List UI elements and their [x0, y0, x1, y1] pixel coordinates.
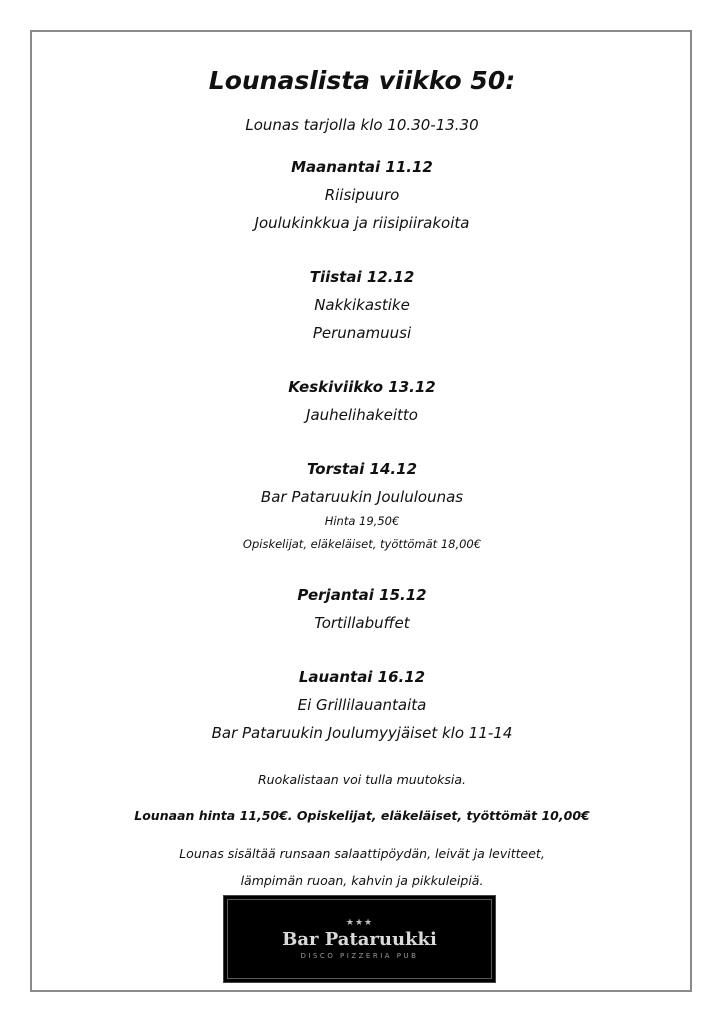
- menu-item: Tortillabuffet: [314, 614, 410, 632]
- day-heading-thursday: Torstai 14.12: [306, 460, 418, 478]
- menu-item: Joulukinkkua ja riisipiirakoita: [254, 214, 470, 232]
- day-heading-wednesday: Keskiviikko 13.12: [288, 378, 436, 396]
- menu-item: Bar Pataruukin Joulumyyjäiset klo 11-14: [211, 724, 513, 742]
- thursday-price: Hinta 19,50€: [324, 514, 400, 528]
- lunch-includes-line-2: lämpimän ruoan, kahvin ja pikkuleipiä.: [240, 873, 484, 888]
- bar-pataruukki-logo: [223, 895, 496, 983]
- day-heading-friday: Perjantai 15.12: [297, 586, 427, 604]
- lunch-includes-line-1: Lounas sisältää runsaan salaattipöydän, leivät ja levitteet,: [179, 846, 545, 861]
- serving-hours: Lounas tarjolla klo 10.30-13.30: [245, 116, 479, 134]
- logo-name: Bar Pataruukki: [282, 929, 437, 950]
- menu-item: Riisipuuro: [324, 186, 400, 204]
- page-title: Lounaslista viikko 50:: [208, 66, 516, 95]
- menu-item: Nakkikastike: [314, 296, 410, 314]
- menu-item: Ei Grillilauantaita: [297, 696, 427, 714]
- lunch-price: Lounaan hinta 11,50€. Opiskelijat, eläkeläiset, työttömät 10,00€: [134, 808, 590, 823]
- menu-item: Bar Pataruukin Joululounas: [260, 488, 464, 506]
- menu-item: Jauhelihakeitto: [306, 406, 418, 424]
- day-heading-monday: Maanantai 11.12: [291, 158, 433, 176]
- logo-tagline: DISCO PIZZERIA PUB: [300, 952, 419, 960]
- thursday-discount-price: Opiskelijat, eläkeläiset, työttömät 18,00€: [242, 537, 482, 551]
- changes-note: Ruokalistaan voi tulla muutoksia.: [257, 772, 467, 787]
- day-heading-saturday: Lauantai 16.12: [298, 668, 426, 686]
- stars-icon: ★★★: [345, 918, 374, 928]
- menu-item: Perunamuusi: [312, 324, 412, 342]
- day-heading-tuesday: Tiistai 12.12: [309, 268, 415, 286]
